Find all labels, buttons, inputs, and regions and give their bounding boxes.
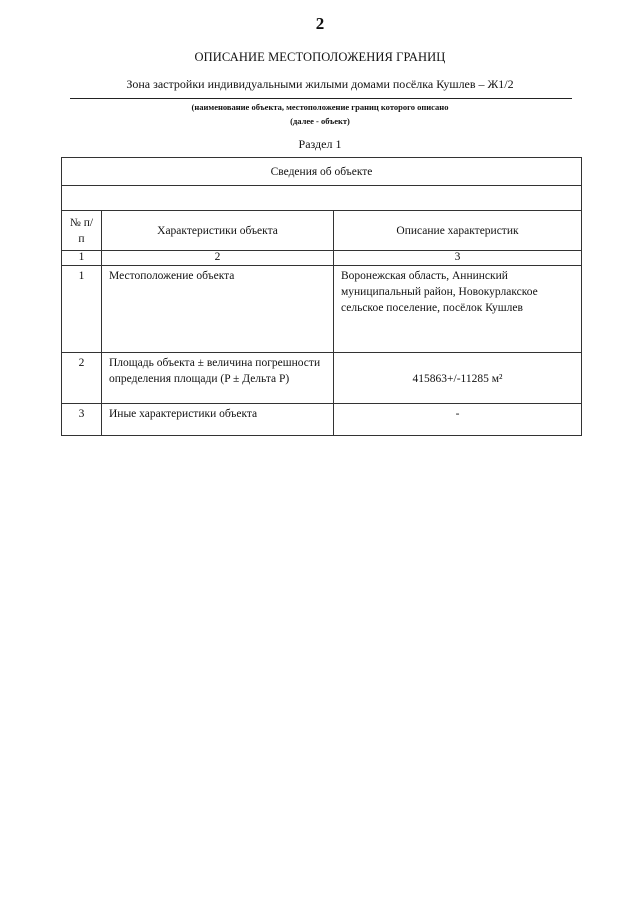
table-row — [62, 266, 582, 353]
object-name: Зона застройки индивидуальными жилыми домами посёлка Кушлев – Ж1/2 — [126, 77, 514, 91]
blank-cell — [62, 186, 582, 211]
row-description: - — [334, 404, 582, 436]
column-numbers-row — [62, 251, 582, 266]
table-row — [62, 353, 582, 404]
column-number-3: 3 — [334, 251, 582, 266]
column-header-number: № п/п — [62, 211, 102, 251]
underline-divider — [70, 98, 572, 99]
table-heading: Сведения об объекте — [62, 158, 582, 186]
column-header-description: Описание характеристик — [334, 211, 582, 251]
row-number: 3 — [62, 404, 102, 436]
table-header-row — [62, 211, 582, 251]
object-info-table — [61, 157, 582, 436]
table-row — [62, 404, 582, 436]
page-number: 2 — [315, 14, 325, 33]
document-title: ОПИСАНИЕ МЕСТОПОЛОЖЕНИЯ ГРАНИЦ — [194, 50, 446, 64]
column-number-2: 2 — [102, 251, 334, 266]
column-number-1: 1 — [62, 251, 102, 266]
object-caption-line-2: (далее - объект) — [290, 116, 350, 126]
table-heading-row — [62, 158, 582, 186]
row-number: 1 — [62, 266, 102, 353]
table-blank-row — [62, 186, 582, 211]
row-characteristic: Площадь объекта ± величина погрешности определения площади (P ± Дельта P) — [102, 353, 334, 404]
object-caption-line-1: (наименование объекта, местоположение границ которого описано — [191, 102, 449, 112]
column-header-characteristic: Характеристики объекта — [102, 211, 334, 251]
row-description: 415863+/-11285 м² — [334, 353, 582, 404]
section-title: Раздел 1 — [298, 137, 342, 151]
row-characteristic: Местоположение объекта — [102, 266, 334, 353]
row-number: 2 — [62, 353, 102, 404]
row-characteristic: Иные характеристики объекта — [102, 404, 334, 436]
row-description: Воронежская область, Аннинский муниципальный район, Новокурлакское сельское поселение, посёлок Кушлев — [334, 266, 582, 353]
